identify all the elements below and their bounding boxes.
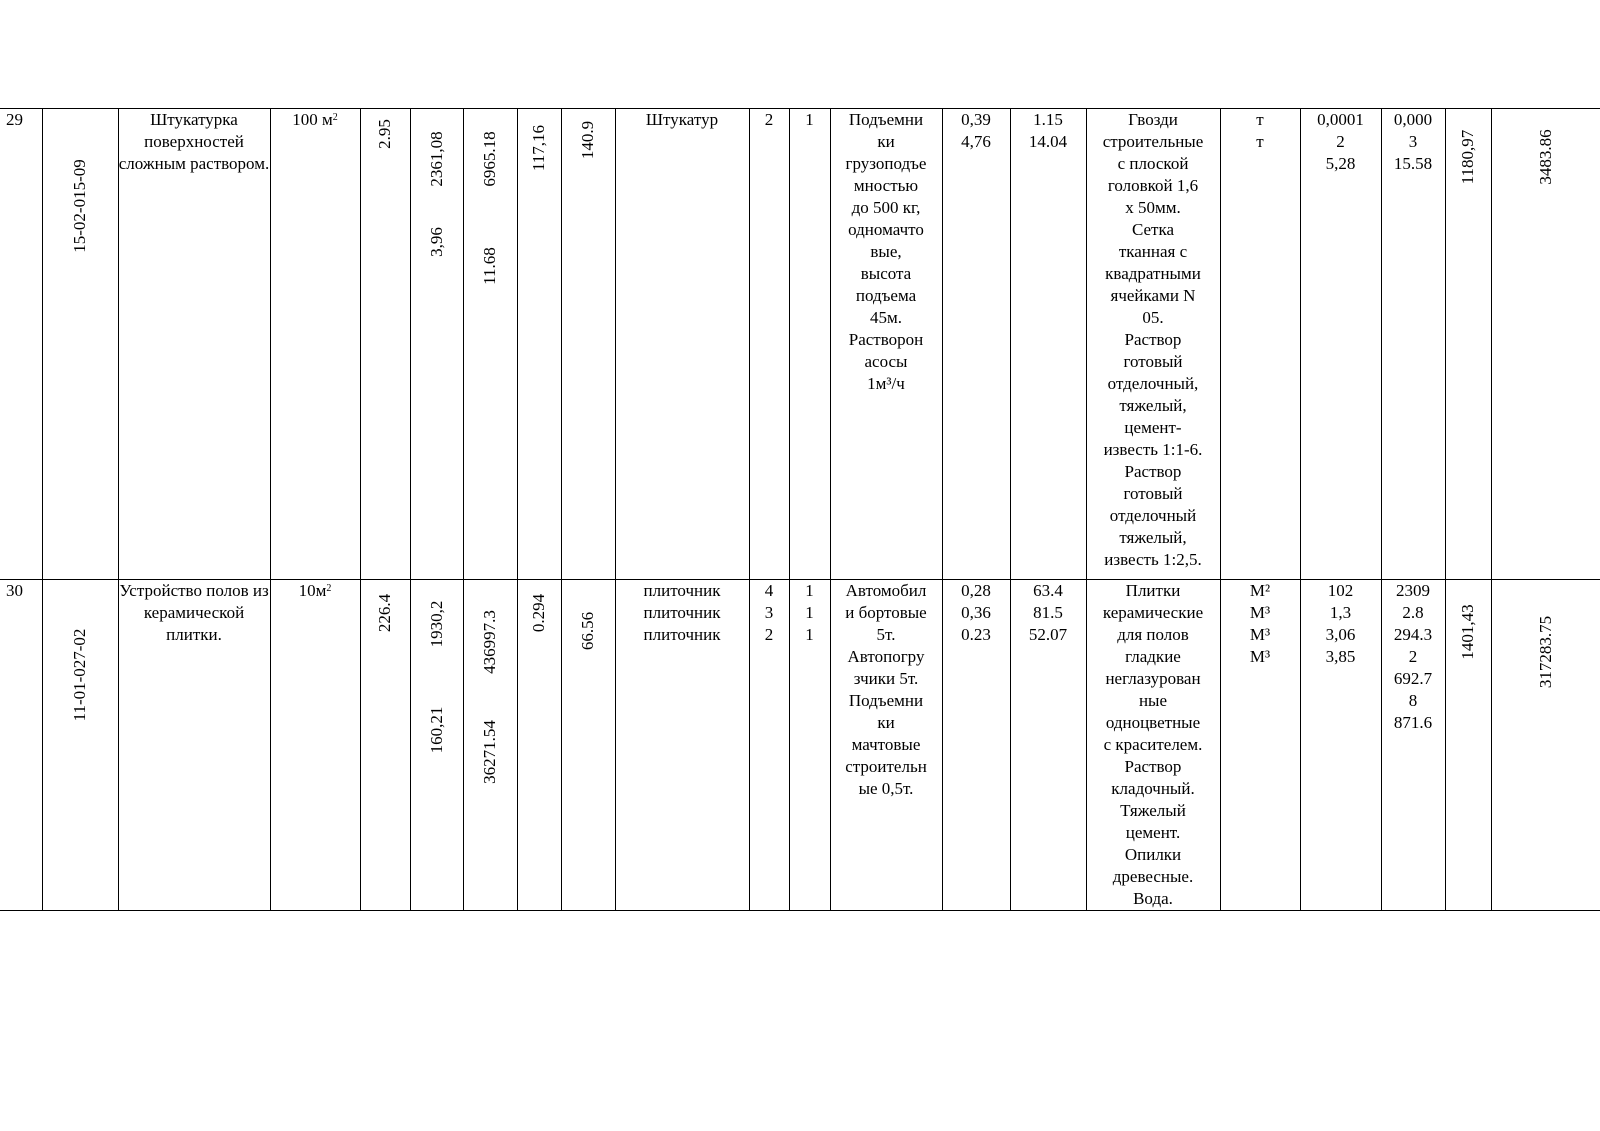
table-row [0,580,1600,911]
profession: Штукатур [615,109,749,580]
labor-b-cell [561,109,615,580]
machine-norm: 0,39 4,76 [942,109,1010,580]
cost-b-top: 6965.18 [480,130,499,187]
labor-b: 140.9 [578,120,597,160]
labor-a-cell [517,109,561,580]
cost-b-top: 436997.3 [480,610,499,674]
material-unit: т т [1220,109,1300,580]
machines: Подъемни ки грузоподъе мностью до 500 кг, одномачто вые, высота подъема 45м. Растворон асосы 1м³/ч [830,109,942,580]
labor-a-cell [517,580,561,911]
cost-a-cell [410,580,463,911]
unit-sup: 2 [326,583,332,594]
sum-a-cell [1445,109,1491,580]
labor-a: 117,16 [529,124,548,172]
labor-a: 0.294 [529,593,548,633]
volume: 226.4 [375,593,394,633]
machines: Автомобил и бортовые 5т. Автопогру зчики 5т. Подъемни ки мачтовые строительн ые 0,5т. [830,580,942,911]
row-number: 30 [0,580,42,911]
unit: 10м [298,581,327,600]
volume: 2.95 [375,119,394,149]
row-number: 29 [0,109,42,580]
code: 15-02-015-09 [70,158,89,253]
sum-a: 1180,97 [1458,129,1477,184]
qty-b: 1 [789,109,830,580]
cost-b-cell [463,580,517,911]
code: 11-01-027-02 [70,628,89,721]
unit: 100 м [292,110,333,129]
work-description: Устройство полов из керамической плитки. [118,580,270,911]
unit-cell [270,580,360,911]
sum-b-cell [1491,580,1600,911]
volume-cell [360,580,410,911]
cost-a-cell [410,109,463,580]
cost-b-bot: 11.68 [480,247,499,285]
sum-b-cell [1491,109,1600,580]
cost-a-bot: 160,21 [426,706,446,753]
machine-total: 1.15 14.04 [1010,109,1086,580]
material-total: 0,000 3 15.58 [1381,109,1445,580]
sum-b: 317283.75 [1535,615,1555,689]
labor-b: 66.56 [578,611,597,651]
volume-cell [360,109,410,580]
machine-total: 63.4 81.5 52.07 [1010,580,1086,911]
code-cell [42,109,118,580]
material-norm: 102 1,3 3,06 3,85 [1300,580,1381,911]
cost-a-bot: 3,96 [426,227,446,257]
sum-a: 1401,43 [1458,603,1477,660]
cost-a-top: 2361,08 [426,130,446,187]
table-row [0,109,1600,580]
qty-a: 4 3 2 [749,580,789,911]
materials: Плитки керамические для полов гладкие неглазурован ные одноцветные с красителем. Раствор кладочный. Тяжелый цемент. Опилки древесные. Вода. [1086,580,1220,911]
qty-a: 2 [749,109,789,580]
sum-b: 3483.86 [1535,128,1555,185]
material-norm: 0,0001 2 5,28 [1300,109,1381,580]
profession: плиточник плиточник плиточник [615,580,749,911]
materials: Гвозди строительные с плоской головкой 1,6 х 50мм. Сетка тканная с квадратными ячейками N 05. Раствор готовый отделочный, тяжелый, цемент- известь 1:1-6. Раствор готовый отделочный тяжелый, известь 1:2,5. [1086,109,1220,580]
machine-norm: 0,28 0,36 0.23 [942,580,1010,911]
cost-b-cell [463,109,517,580]
work-description: Штукатурка поверхностей сложным раствором. [118,109,270,580]
cost-a-top: 1930,2 [426,600,446,647]
labor-b-cell [561,580,615,911]
cost-b-bot: 36271.54 [480,720,499,784]
material-unit: М² М³ М³ М³ [1220,580,1300,911]
qty-b: 1 1 1 [789,580,830,911]
material-total: 2309 2.8 294.3 2 692.7 8 871.6 [1381,580,1445,911]
estimate-table [0,108,1600,911]
sum-a-cell [1445,580,1491,911]
unit-sup: 2 [332,112,338,123]
unit-cell [270,109,360,580]
code-cell [42,580,118,911]
